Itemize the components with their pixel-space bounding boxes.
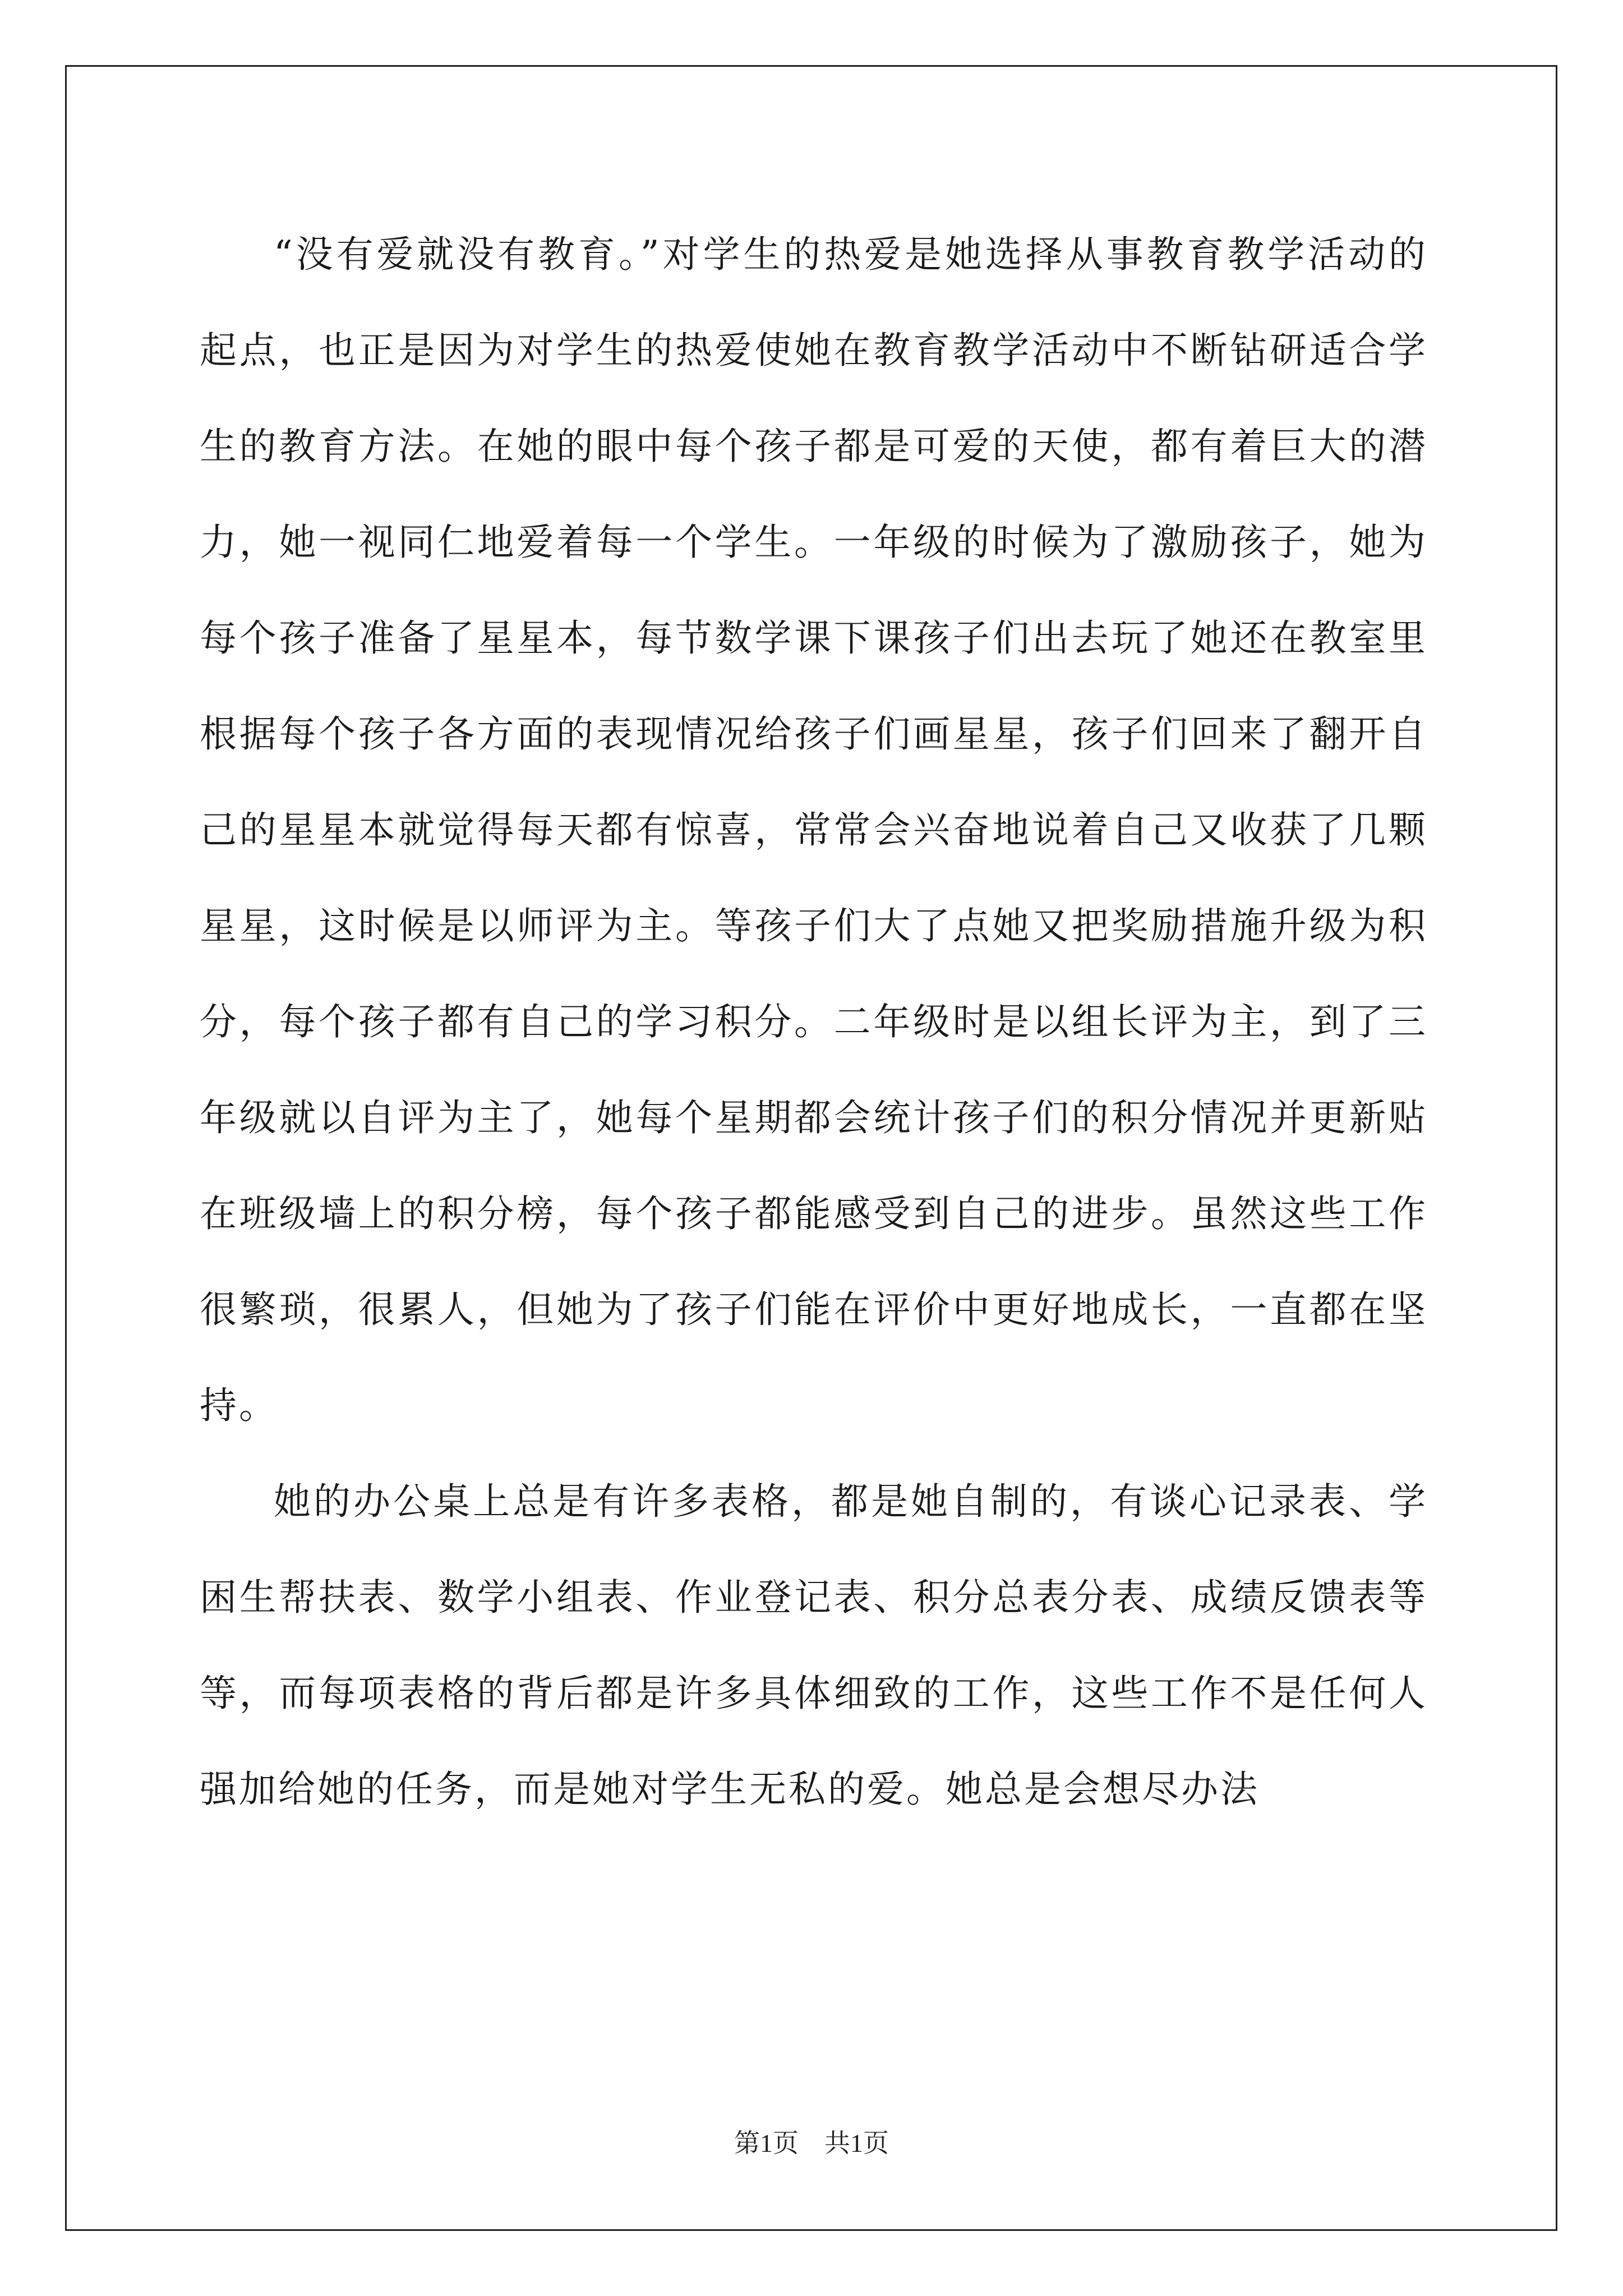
page-total: 共1页 <box>824 2129 889 2157</box>
page-footer <box>0 2123 1623 2160</box>
page-number: 第1页 <box>734 2129 799 2157</box>
paragraph-1: “没有爱就没有教育。”对学生的热爱是她选择从事教育教学活动的起点，也正是因为对学生的热爱使她在教育教学活动中不断钻研适合学生的教育方法。在她的眼中每个孩子都是可爱的天使，都有着巨大的潜力，她一视同仁地爱着每一个学生。一年级的时候为了激励孩子，她为每个孩子准备了星星本，每节数学课下课孩子们出去玩了她还在教室里根据每个孩子各方面的表现情况给孩子们画星星，孩子们回来了翻开自己的星星本就觉得每天都有惊喜，常常会兴奋地说着自己又收获了几颗星星，这时候是以师评为主。等孩子们大了点她又把奖励措施升级为积分，每个孩子都有自己的学习积分。二年级时是以组长评为主，到了三年级就以自评为主了，她每个星期都会统计孩子们的积分情况并更新贴在班级墙上的积分榜，每个孩子都能感受到自己的进步。虽然这些工作很繁琐，很累人，但她为了孩子们能在评价中更好地成长，一直都在坚持。 <box>200 233 1428 1427</box>
document-body <box>200 206 1428 1837</box>
paragraph-2: 她的办公桌上总是有许多表格，都是她自制的，有谈心记录表、学困生帮扶表、数学小组表、作业登记表、积分总表分表、成绩反馈表等等，而每项表格的背后都是许多具体细致的工作，这些工作不是任何人强加给她的任务，而是她对学生无私的爱。她总是会想尽办法 <box>200 1480 1428 1811</box>
